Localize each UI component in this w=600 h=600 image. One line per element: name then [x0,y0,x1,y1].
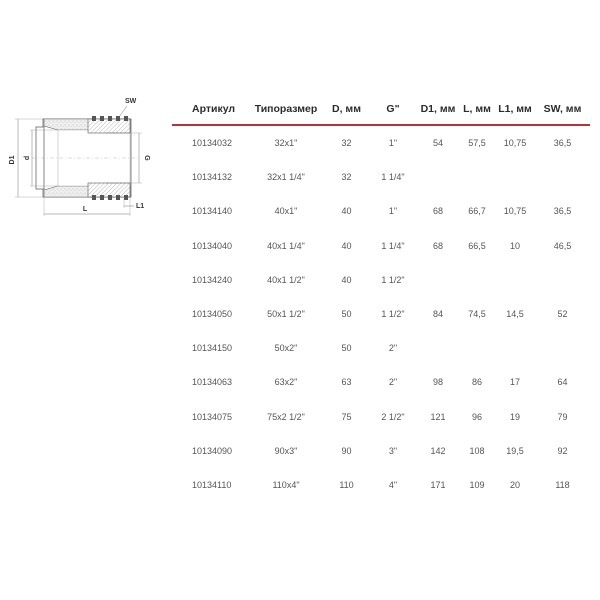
cell-size: 32x1 1/4" [267,172,305,183]
metal-insert-bottom [88,183,130,197]
cell-g: 1 1/4" [381,172,405,183]
table-row [172,194,590,228]
cell-l: 66,7 [468,206,486,217]
cell-l1: 19 [509,411,520,422]
cell-l [459,160,495,194]
cell-l: 96 [471,411,482,422]
cell-sw [535,160,590,194]
table-header-row [172,94,590,125]
table-row [172,263,590,297]
header-article: Артикул [172,94,248,125]
thread-tooth [100,116,104,121]
cell-g: 1 1/2" [381,309,405,320]
table-row [172,297,590,331]
cell-article: 10134090 [192,445,233,456]
spec-table [172,94,590,502]
cell-l: 86 [471,377,482,388]
cell-size: 50x2" [274,343,298,354]
cell-d1: 68 [432,206,443,217]
thread-tooth [108,195,112,200]
cell-sw [535,263,590,297]
thread-tooth [92,116,96,121]
cell-article: 10134040 [192,240,233,251]
cell-l: 109 [469,479,485,490]
cell-g: 2" [388,377,398,388]
cell-sw: 118 [555,479,570,490]
cell-d1: 142 [430,445,446,456]
thread-tooth [124,116,128,121]
label-d: d [24,155,31,161]
label-d1: D1 [9,155,16,165]
cell-d: 32 [341,138,352,149]
cell-d1 [417,160,459,194]
cell-l1 [495,331,535,365]
cell-size: 110x4" [272,479,300,490]
header-l1: L1, мм [495,94,535,125]
cell-article: 10134140 [192,206,233,217]
cell-d1: 171 [430,479,446,490]
cell-l1: 10,75 [503,138,527,149]
cell-sw: 64 [557,377,568,388]
cell-l1: 10 [509,240,520,251]
table-row [172,400,590,434]
cell-sw: 36,5 [553,138,572,149]
cell-d1 [417,263,459,297]
cell-l: 108 [469,445,485,456]
cell-sw [535,331,590,365]
label-l: L [82,206,88,213]
label-g: G [143,155,150,161]
cell-article: 10134075 [192,411,233,422]
header-d: D, мм [324,94,369,125]
cell-l: 66,5 [468,240,486,251]
cell-article: 10134110 [192,479,232,490]
label-sw: SW [125,98,137,105]
cell-article: 10134150 [192,343,233,354]
cell-g: 2" [388,343,398,354]
cell-d1: 54 [432,138,443,149]
cell-size: 40x1 1/4" [267,240,305,251]
cell-article: 10134050 [192,309,233,320]
cell-l1 [495,263,535,297]
cell-d: 50 [341,309,352,320]
table-row [172,160,590,194]
thread-tooth [92,195,96,200]
cell-d1 [417,331,459,365]
table-row [172,331,590,365]
cell-d: 63 [341,377,352,388]
cell-l: 74,5 [468,309,486,320]
cell-sw: 46,5 [553,240,572,251]
thread-tooth [116,195,120,200]
header-sw: SW, мм [535,94,590,125]
table-row [172,229,590,263]
cell-l: 57,5 [468,138,486,149]
cell-l1: 20 [509,479,520,490]
thread-tooth [100,195,104,200]
thread-tooth [124,195,128,200]
cell-size: 75x2 1/2" [267,411,305,422]
cell-size: 63x2" [274,377,298,388]
cell-sw: 92 [557,445,568,456]
table-row [172,125,590,160]
cell-d: 50 [341,343,352,354]
metal-insert-top [88,119,130,133]
cell-l1: 10,75 [503,206,527,217]
cell-d: 75 [341,411,352,422]
cell-g: 1 1/4" [381,240,405,251]
cell-d: 90 [341,445,352,456]
cell-g: 1" [388,206,398,217]
table-row [172,365,590,399]
cell-d1: 98 [432,377,443,388]
header-g: G" [369,94,417,125]
cell-g: 4" [388,479,398,490]
cell-size: 40x1 1/2" [267,274,305,285]
cell-sw: 79 [557,411,568,422]
cell-d1: 84 [432,309,443,320]
cell-article: 10134032 [192,138,233,149]
cell-l1 [495,160,535,194]
fitting-technical-drawing [8,88,168,228]
cell-size: 32x1" [274,138,298,149]
cell-d: 40 [341,240,352,251]
cell-article: 10134063 [192,377,233,388]
header-size: Типоразмер [248,94,324,125]
cell-d: 32 [341,172,352,183]
thread-tooth [108,116,112,121]
table-row [172,468,590,502]
cell-g: 2 1/2" [381,411,405,422]
cell-d: 40 [341,274,352,285]
cell-g: 1 1/2" [381,274,405,285]
cell-size: 40x1" [274,206,298,217]
cell-d1: 121 [430,411,446,422]
cell-d: 40 [341,206,352,217]
cell-l [459,331,495,365]
header-d1: D1, мм [417,94,459,125]
cell-g: 3" [388,445,398,456]
table-row [172,434,590,468]
cell-article: 10134240 [192,274,233,285]
header-l: L, мм [459,94,495,125]
cell-l [459,263,495,297]
cell-size: 90x3" [274,445,298,456]
cell-article: 10134132 [192,172,233,183]
leader-sw [119,106,127,117]
cell-size: 50x1 1/2" [267,309,305,320]
cell-l1: 14,5 [506,309,524,320]
cell-l1: 19,5 [506,445,524,456]
cell-sw: 36,5 [553,206,572,217]
cell-g: 1" [388,138,398,149]
label-l1: L1 [136,203,145,210]
cell-sw: 52 [557,309,568,320]
cell-d: 110 [339,479,354,490]
cell-d1: 68 [432,240,443,251]
cell-l1: 17 [509,377,520,388]
